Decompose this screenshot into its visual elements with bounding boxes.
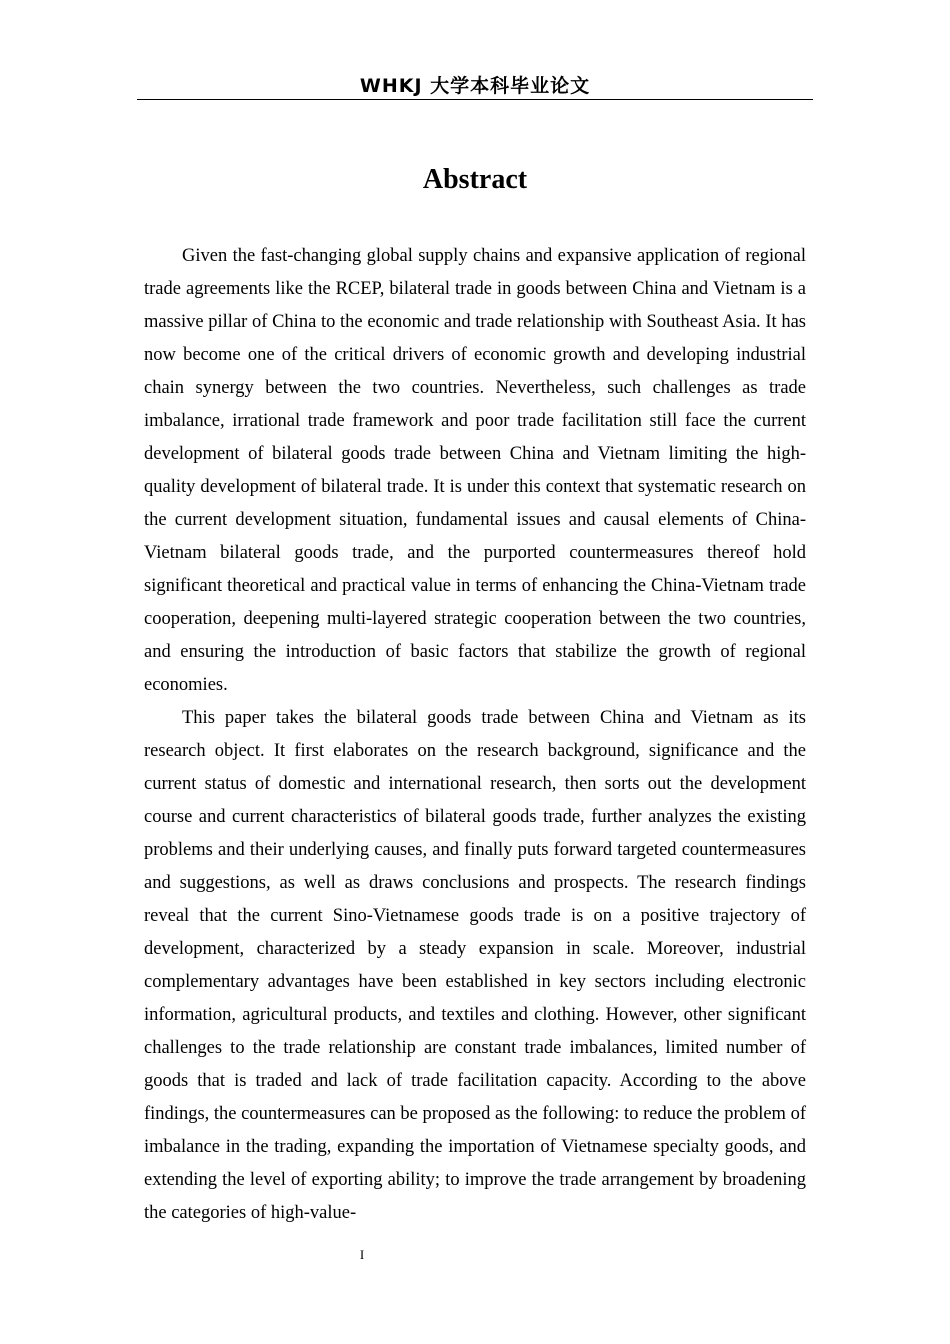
abstract-paragraph-1: Given the fast-changing global supply chains and expansive application of regional trade agreements like the RCEP, bilateral trade in goods between China and Vietnam is a massive pillar of China to the economic and trade relationship with Southeast Asia. It has now become one of the critical drivers of economic growth and developing industrial chain synergy between the two countries. Nevertheless, such challenges as trade imbalance, irrational trade framework and poor trade facilitation still face the current development of bilateral goods trade between China and Vietnam limiting the high-quality development of bilateral trade. It is under this context that systematic research on the current development situation, fundamental issues and causal elements of China-Vietnam bilateral goods trade, and the purported countermeasures thereof hold significant theoretical and practical value in terms of enhancing the China-Vietnam trade cooperation, deepening multi-layered strategic cooperation between the two countries, and ensuring the introduction of basic factors that stabilize the growth of regional economies. [144, 246, 806, 695]
abstract-heading: Abstract [422, 164, 528, 195]
running-header: WHKJ 大学本科毕业论文 [359, 75, 591, 97]
abstract-paragraph-2: This paper takes the bilateral goods trade between China and Vietnam as its research object. It first elaborates on the research background, significance and the current status of domestic and international research, then sorts out the development course and current characteristics of bilateral goods trade, further analyzes the existing problems and their underlying causes, and finally puts forward targeted countermeasures and suggestions, as well as draws conclusions and prospects. The research findings reveal that the current Sino-Vietnamese goods trade is on a positive trajectory of development, characterized by a steady expansion in scale. Moreover, industrial complementary advantages have been established in key sectors including electronic information, agricultural products, and textiles and clothing. However, other significant challenges to the trade relationship are constant trade imbalances, limited number of goods that is traded and lack of trade facilitation capacity. According to the above findings, the countermeasures can be proposed as the following: to reduce the problem of imbalance in the trading, expanding the importation of Vietnamese specialty goods, and extending the level of exporting ability; to improve the trade arrangement by broadening the categories of high-value- [144, 708, 806, 1223]
page-number: I [359, 1247, 365, 1262]
header-divider [137, 99, 813, 100]
abstract-body [144, 240, 806, 1230]
